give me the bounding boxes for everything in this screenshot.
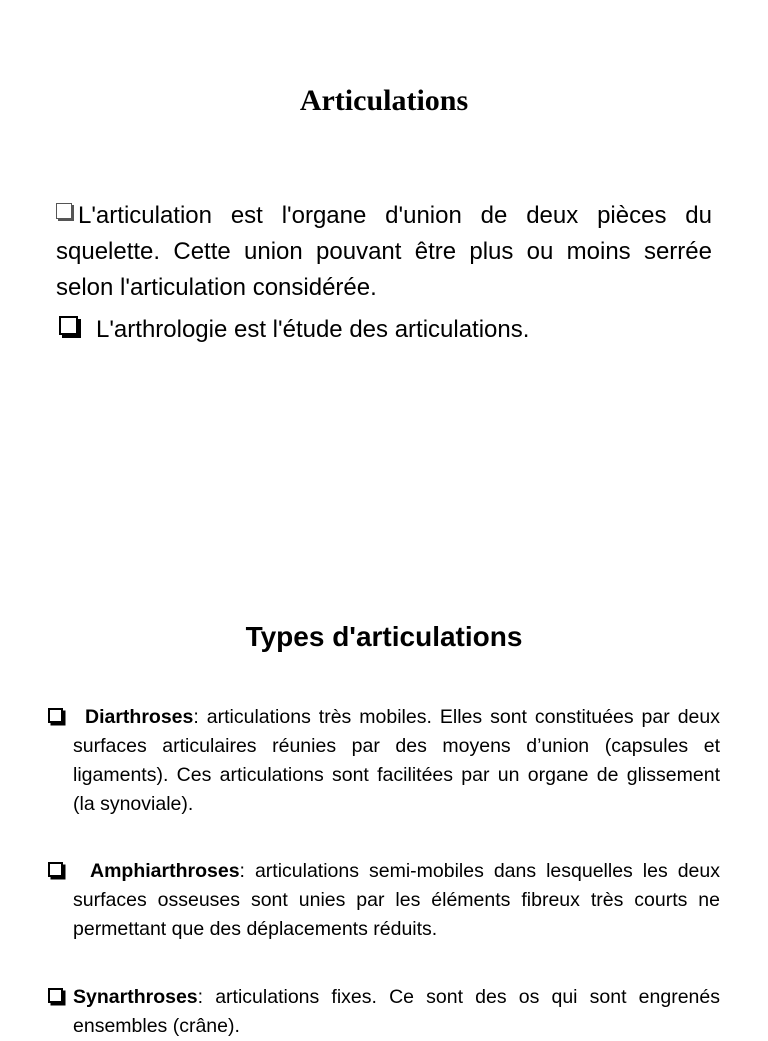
term-amphiarthroses: Amphiarthroses [90, 860, 240, 882]
checkbox-bullet-icon [48, 708, 63, 723]
term-diarthroses: Diarthroses [85, 706, 194, 728]
page-title: Articulations [299, 84, 469, 117]
checkbox-bullet-icon [59, 316, 78, 335]
description-synarthroses: : articulations fixes. Ce sont des os qui sont engrenés ensembles (crâne). [73, 986, 720, 1037]
intro-paragraph-definition [56, 198, 712, 306]
intro-arthrology-text: L'arthrologie est l'étude des articulations. [96, 316, 530, 343]
checkbox-bullet-icon [56, 203, 72, 219]
description-amphiarthroses: : articulations semi-mobiles dans lesquelles les deux surfaces osseuses sont unies par les éléments fibreux très courts ne permettant que des déplacements réduits. [73, 860, 720, 940]
list-item-diarthroses [73, 703, 720, 819]
intro-paragraph-arthrology [56, 312, 712, 348]
list-item-synarthroses [73, 983, 720, 1041]
description-diarthroses: : articulations très mobiles. Elles sont constituées par deux surfaces articulaires réunies par des moyens d’union (capsules et ligaments). Ces articulations sont facilitées par un organe de glissement (la synoviale). [73, 706, 720, 815]
list-item-amphiarthroses [73, 857, 720, 944]
intro-definition-text: L'articulation est l'organe d'union de deux pièces du squelette. Cette union pouvant être plus ou moins serrée selon l'articulation considérée. [56, 202, 712, 301]
checkbox-bullet-icon [48, 988, 63, 1003]
section-title: Types d'articulations [245, 621, 523, 652]
checkbox-bullet-icon [48, 862, 63, 877]
term-synarthroses: Synarthroses [73, 986, 198, 1008]
